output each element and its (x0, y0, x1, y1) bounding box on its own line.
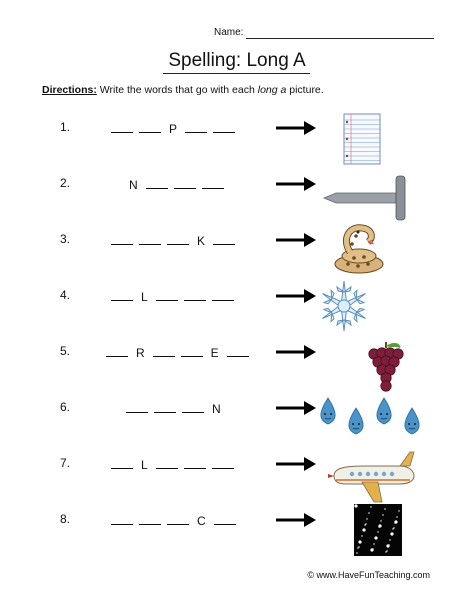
right-arrow-icon (276, 289, 316, 303)
word-blanks[interactable] (111, 122, 241, 136)
name-label: Name: (214, 27, 244, 38)
letter-blank[interactable] (139, 514, 161, 525)
letter-blank[interactable] (111, 122, 133, 133)
given-letter: P (169, 122, 178, 136)
letter-blank[interactable] (106, 346, 128, 357)
row-number: 7. (60, 456, 71, 470)
right-arrow-icon (276, 401, 316, 415)
row-number: 2. (60, 176, 71, 190)
letter-blank[interactable] (154, 402, 176, 413)
letter-blank[interactable] (202, 178, 224, 189)
row-number: 1. (60, 120, 71, 134)
raindrops-icon (314, 394, 434, 455)
snowflake-icon (314, 278, 374, 339)
given-letter: N (212, 402, 221, 416)
directions-text-em: long a (257, 84, 287, 96)
letter-blank[interactable] (174, 178, 196, 189)
letter-blank[interactable] (156, 290, 178, 301)
row-number: 6. (60, 400, 71, 414)
right-arrow-icon (276, 233, 316, 247)
word-blanks[interactable] (111, 514, 242, 528)
letter-blank[interactable] (111, 514, 133, 525)
grapes-icon (356, 338, 416, 399)
directions-label: Directions: (42, 84, 97, 96)
letter-blank[interactable] (181, 346, 203, 357)
row-number: 3. (60, 232, 71, 246)
letter-blank[interactable] (184, 458, 206, 469)
title-underline (163, 73, 310, 74)
snake-icon (328, 220, 388, 281)
footer-credit: © www.HaveFunTeaching.com (307, 570, 430, 580)
letter-blank[interactable] (212, 458, 234, 469)
letter-blank[interactable] (139, 122, 161, 133)
letter-blank[interactable] (156, 458, 178, 469)
letter-blank[interactable] (227, 346, 249, 357)
name-input-line[interactable] (246, 38, 434, 39)
letter-blank[interactable] (167, 234, 189, 245)
right-arrow-icon (276, 121, 316, 135)
right-arrow-icon (276, 345, 316, 359)
word-blanks[interactable] (127, 178, 230, 192)
word-blanks[interactable] (111, 458, 240, 472)
right-arrow-icon (276, 457, 316, 471)
letter-blank[interactable] (111, 458, 133, 469)
given-letter: E (210, 346, 219, 360)
letter-blank[interactable] (167, 514, 189, 525)
letter-blank[interactable] (212, 290, 234, 301)
letter-blank[interactable] (182, 402, 204, 413)
given-letter: K (197, 234, 206, 248)
row-number: 4. (60, 288, 71, 302)
letter-blank[interactable] (184, 290, 206, 301)
row-number: 8. (60, 512, 71, 526)
letter-blank[interactable] (146, 178, 168, 189)
letter-blank[interactable] (126, 402, 148, 413)
page-title: Spelling: Long A (168, 50, 306, 71)
letter-blank[interactable] (139, 234, 161, 245)
word-blanks[interactable] (111, 290, 240, 304)
given-letter: N (129, 178, 138, 192)
space-icon (346, 502, 406, 563)
word-blanks[interactable] (126, 402, 229, 416)
letter-blank[interactable] (213, 234, 235, 245)
right-arrow-icon (276, 177, 316, 191)
directions (42, 84, 324, 96)
word-blanks[interactable] (106, 346, 255, 360)
directions-text-post: picture. (286, 84, 324, 96)
letter-blank[interactable] (185, 122, 207, 133)
letter-blank[interactable] (111, 234, 133, 245)
right-arrow-icon (276, 513, 316, 527)
row-number: 5. (60, 344, 71, 358)
word-blanks[interactable] (111, 234, 241, 248)
given-letter: L (141, 290, 148, 304)
given-letter: C (197, 514, 206, 528)
letter-blank[interactable] (213, 122, 235, 133)
given-letter: R (136, 346, 145, 360)
airplane-icon (326, 448, 416, 509)
letter-blank[interactable] (111, 290, 133, 301)
given-letter: L (141, 458, 148, 472)
letter-blank[interactable] (214, 514, 236, 525)
directions-text-pre: Write the words that go with each (99, 84, 258, 96)
letter-blank[interactable] (153, 346, 175, 357)
paper-icon (328, 112, 388, 173)
